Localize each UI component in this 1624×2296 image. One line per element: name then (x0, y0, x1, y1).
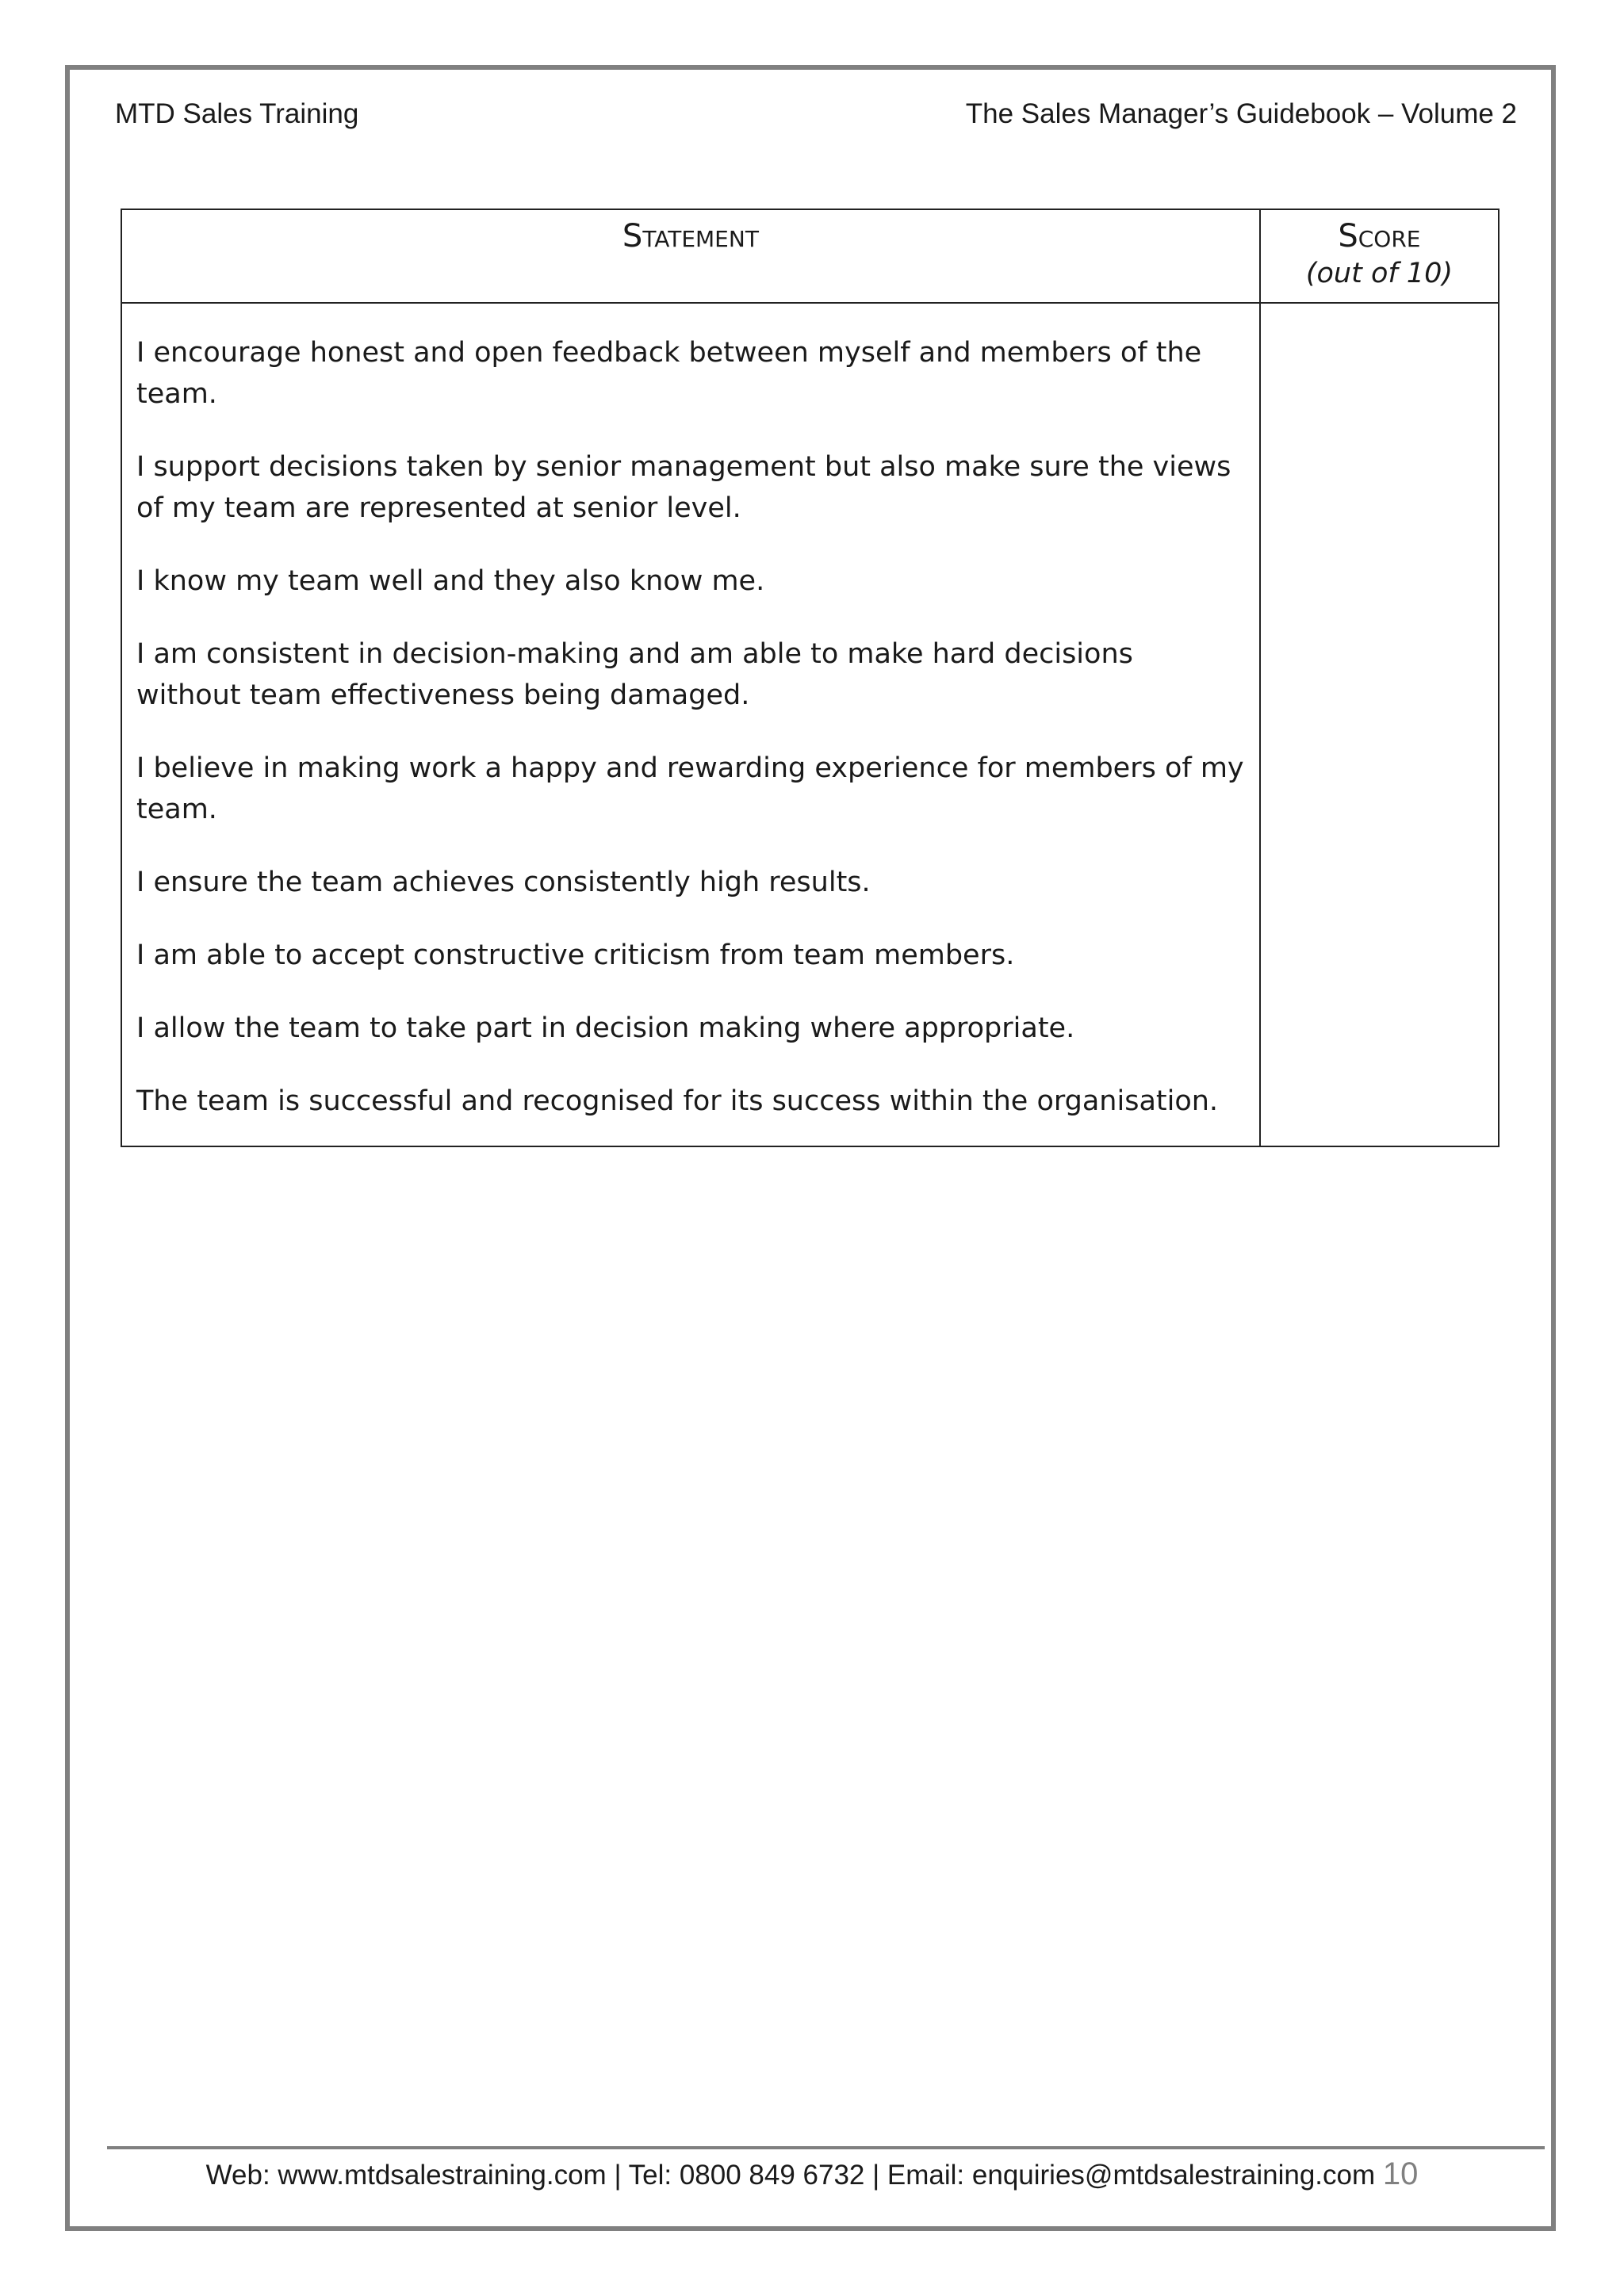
self-assessment-table (121, 209, 1500, 1147)
statements-cell (121, 303, 1260, 1146)
page-number: 10 (1382, 2156, 1419, 2191)
table-header-row (121, 209, 1499, 303)
statement-item: I encourage honest and open feedback between myself and members of the team. (136, 337, 1202, 410)
footer-contact-info: Web: www.mtdsalestraining.com | Tel: 0800 849 6732 | Email: enquiries@mtdsalestraining.com (205, 2160, 1376, 2191)
statement-item: I know my team well and they also know me. (136, 565, 765, 597)
footer-divider (107, 2146, 1545, 2149)
statement-item: I am able to accept constructive criticism from team members. (136, 939, 1015, 971)
score-column-header (1260, 209, 1499, 303)
statement-item: The team is successful and recognised for its success within the organisation. (136, 1085, 1219, 1117)
statement-column-header: Statement (121, 209, 1260, 303)
header-book-title: The Sales Manager’s Guidebook – Volume 2 (965, 98, 1517, 129)
score-column-title: Score (1338, 218, 1421, 254)
statement-item: I believe in making work a happy and rewarding experience for members of my team. (136, 752, 1244, 825)
statement-item: I ensure the team achieves consistently high results. (136, 867, 871, 898)
header-company-name: MTD Sales Training (115, 98, 359, 129)
score-column-subtitle: (out of 10) (1305, 258, 1453, 289)
score-entry-cell[interactable] (1260, 303, 1499, 1146)
statement-item: I support decisions taken by senior management but also make sure the views of my team are represented at senior level. (136, 451, 1231, 524)
table-row (121, 303, 1499, 1146)
statement-item: I allow the team to take part in decision making where appropriate. (136, 1012, 1075, 1044)
footer (0, 2156, 1624, 2192)
statement-item: I am consistent in decision-making and am able to make hard decisions without team effectiveness being damaged. (136, 638, 1133, 711)
